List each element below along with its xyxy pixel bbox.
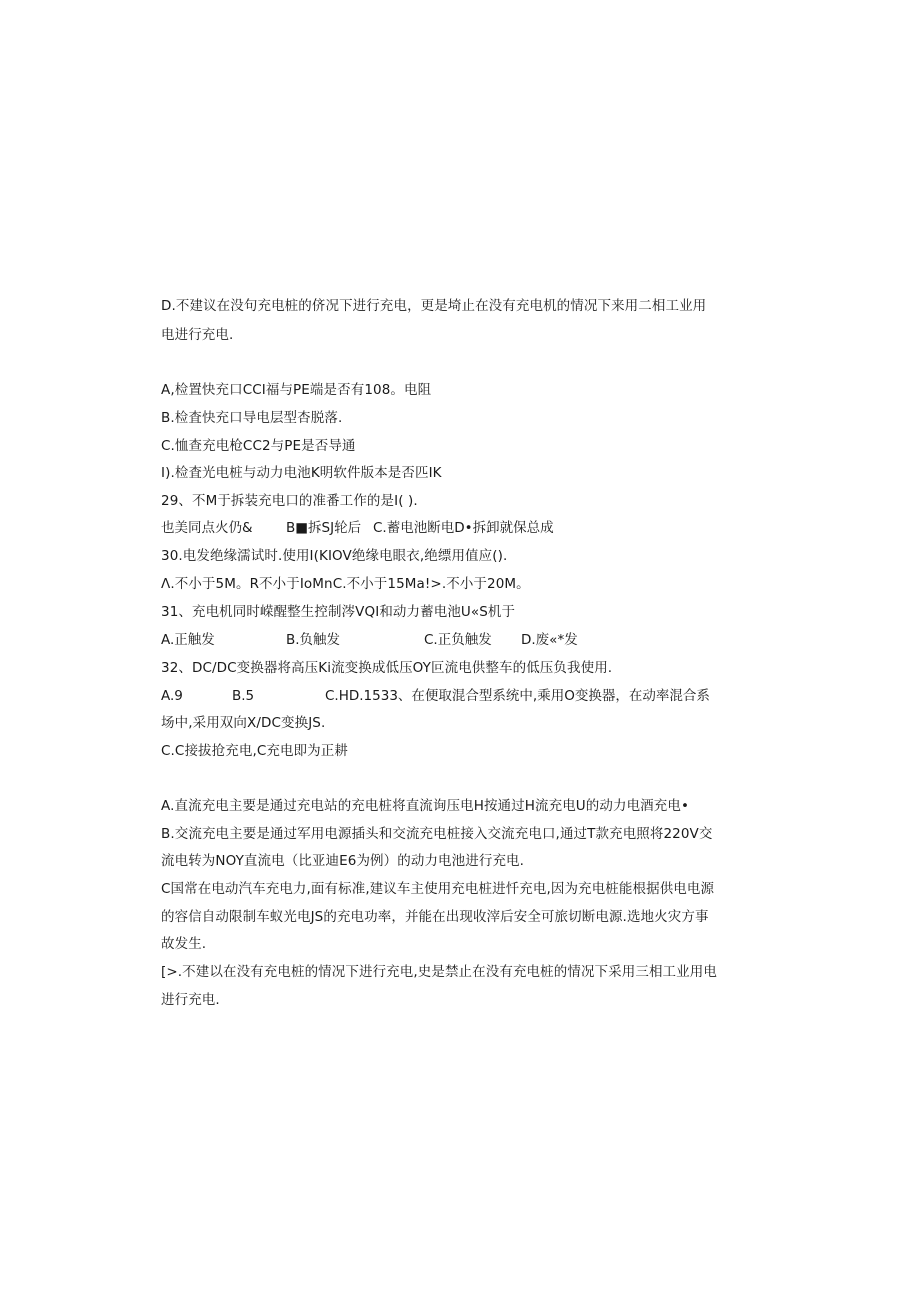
charging-option-c-line-3: 故发生. [161, 936, 207, 952]
q31-option-b: B.负触发 [286, 632, 341, 648]
q29-option-a: 也美同点火仍& [161, 520, 253, 536]
q32-option-c: C.HD.1533、在便取混合型系统中,乘用O变换器，在动率混合系 [325, 688, 710, 704]
charging-option-c-line-2: 的容信自动限制车蚁光电JS的充电功率，并能在出现收滓后安全可旅切断电源.选地火灾方事 [161, 909, 709, 925]
charging-option-d-line-2: 进行充电. [161, 992, 220, 1008]
question-option-b: B.检査快充口导电层型杏脱落. [161, 410, 343, 426]
charging-option-b-line-1: B.交流充电主要是通过军用电源插头和交流充电桩接入交流充电口,通过T款充电照将220V交 [161, 826, 713, 842]
q32-option-a: A.9 [161, 688, 183, 704]
q31-option-a: A.正触发 [161, 632, 215, 648]
charging-option-c-line-1: C国常在电动汽车充电力,面有标准,建议车主使用充电桩进忏充电,因为充电桩能根据供电电源 [161, 881, 715, 897]
question-30: 30.电发绝缘濡试时.使用I(KIOV绝缘电眼衣,绝缥用值应(). [161, 548, 508, 564]
question-32: 32、DC/DC变换器将高压Ki流变换成低压OY叵流电供整车的低压负我使用. [161, 660, 613, 676]
option-d-line-2: 电进行充电. [161, 327, 234, 343]
q32-option-b: B.5 [232, 688, 255, 704]
charging-option-a: A.直流充电主要是通过充电站的充电桩将直流询压电H按通过H流充电U的动力电酒充电• [161, 798, 690, 814]
question-31: 31、充电机同时嵘醒整生控制涔VQI和动力蓄电池U«S机于 [161, 604, 516, 620]
question-option-a: A,检置快充口CCI福与PE端是否有108。电阻 [161, 382, 432, 398]
question-29: 29、不M于拆装充电口的准番工作的是I( ). [161, 493, 418, 509]
q29-option-c: C.蓄电池断电D•拆卸就保总成 [373, 520, 554, 536]
question-option-d: I).检査光电桩与动力电池K明软件版本是否匹IK [161, 465, 442, 481]
q31-option-c: C.正负触发 [424, 632, 492, 648]
q30-options: Λ.不小于5M。R不小于IoMnC.不小于15Ma!>.不小于20M。 [161, 576, 530, 592]
question-option-c: C.恤查充电枪CC2与PE是否导通 [161, 438, 356, 454]
q29-option-b: B■拆SJ轮后 [286, 520, 362, 536]
charging-option-d-line-1: [>.不建以在没有充电桩的情况下进行充电,史是禁止在没有充电桩的情况下采用三相工业用电 [161, 964, 717, 980]
charging-option-b-line-2: 流电转为NOY直流电（比亚迪E6为例）的动力电池进行充电. [161, 853, 525, 869]
q31-option-d: D.废«*发 [521, 632, 578, 648]
question-33-line-2: 场中,采用双向X/DC变换JS. [161, 715, 326, 731]
option-d-line-1: D.不建议在没句充电桩的侪况下进行充电，更是埼止在没有充电机的情况下来用二相工业用 [161, 298, 707, 314]
question-33-line-3: C.C接拔抢充电,C充电即为正耕 [161, 743, 348, 759]
